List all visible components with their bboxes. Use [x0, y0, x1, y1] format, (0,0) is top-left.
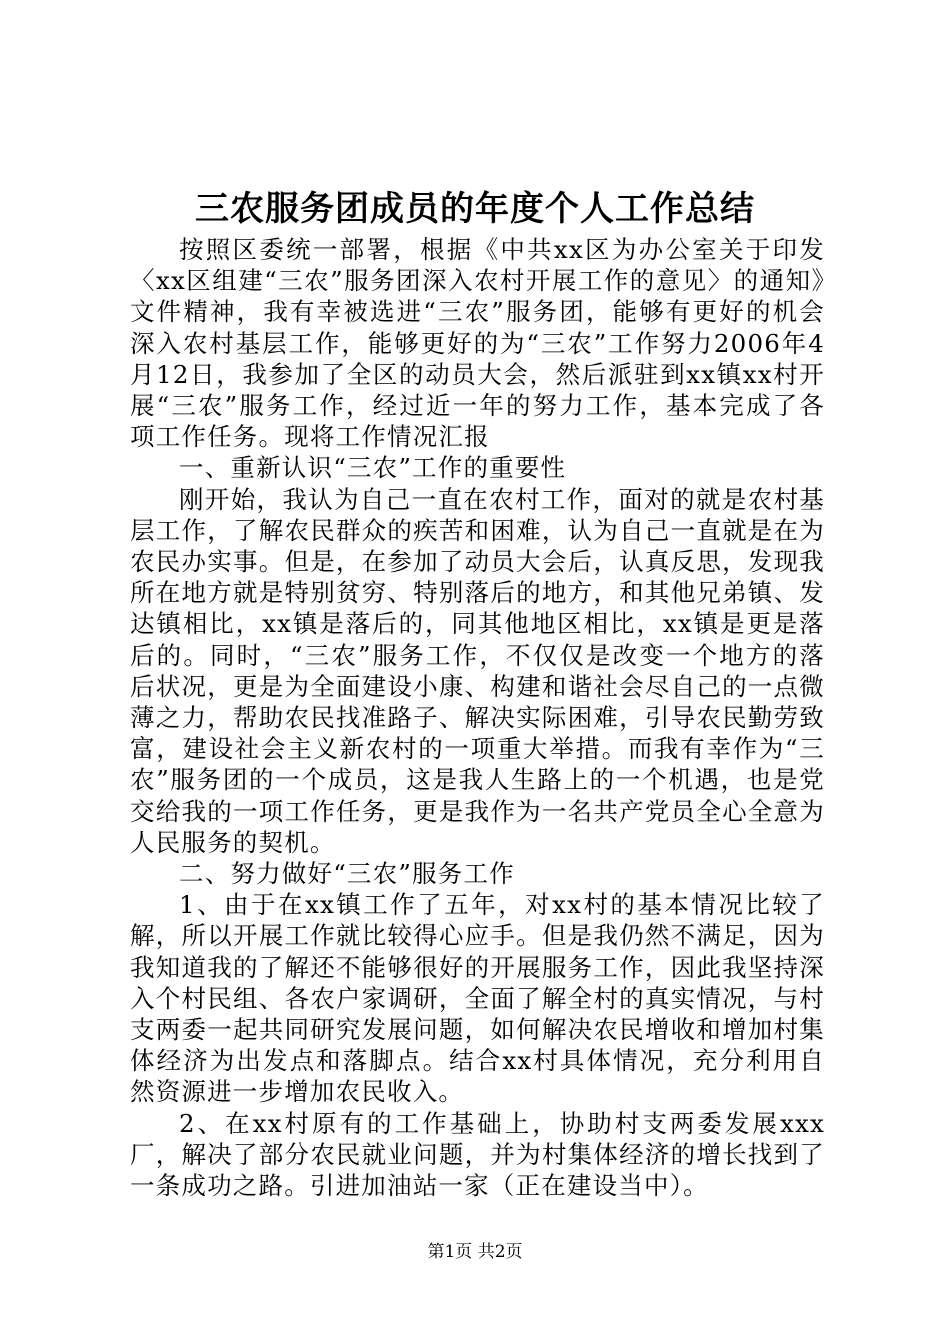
page-footer: 第1页 共2页 — [427, 1242, 523, 1262]
paragraph-item-1: 1、由于在xx镇工作了五年，对xx村的基本情况比较了解，所以开展工作就比较得心应手。但是我仍然不满足，因为我知道我的了解还不能够很好的开展服务工作，因此我坚持深入个村民组、各农户家调研，全面了解全村的真实情况，与村支两委一起共同研究发展问题，如何解决农民增收和增加村集体经济为出发点和落脚点。结合xx村具体情况，充分利用自然资源进一步增加农民收入。 — [130, 890, 825, 1107]
section-heading-1: 一、重新认识“三农”工作的重要性 — [179, 453, 567, 483]
document-body — [130, 234, 825, 1201]
paragraph-section-1: 刚开始，我认为自己一直在农村工作，面对的就是农村基层工作，了解农民群众的疾苦和困难，认为自己一直就是在为农民办实事。但是，在参加了动员大会后，认真反思，发现我所在地方就是特别贫穷、特别落后的地方，和其他兄弟镇、发达镇相比，xx镇是落后的，同其他地区相比，xx镇是更是落后的。同时，“三农”服务工作，不仅仅是改变一个地方的落后状况，更是为全面建设小康、构建和谐社会尽自己的一点微薄之力，帮助农民找准路子、解决实际困难，引导农民勤劳致富，建设社会主义新农村的一项重大举措。而我有幸作为“三农”服务团的一个成员，这是我人生路上的一个机遇，也是党交给我的一项工作任务，更是我作为一名共产党员全心全意为人民服务的契机。 — [130, 484, 825, 857]
paragraph-intro: 按照区委统一部署，根据《中共xx区为办公室关于印发〈xx区组建“三农”服务团深入农村开展工作的意见〉的通知》文件精神，我有幸被选进“三农”服务团，能够有更好的机会深入农村基层工作，能够更好的为“三农”工作努力2006年4月12日，我参加了全区的动员大会，然后派驻到xx镇xx村开展“三农”服务工作，经过近一年的努力工作，基本完成了各项工作任务。现将工作情况汇报 — [130, 235, 825, 452]
paragraph-item-2: 2、在xx村原有的工作基础上，协助村支两委发展xxx厂，解决了部分农民就业问题，并为村集体经济的增长找到了一条成功之路。引进加油站一家（正在建设当中）。 — [130, 1108, 825, 1201]
section-heading-2: 二、努力做好“三农”服务工作 — [179, 859, 515, 889]
document-title: 三农服务团成员的年度个人工作总结 — [195, 189, 755, 229]
